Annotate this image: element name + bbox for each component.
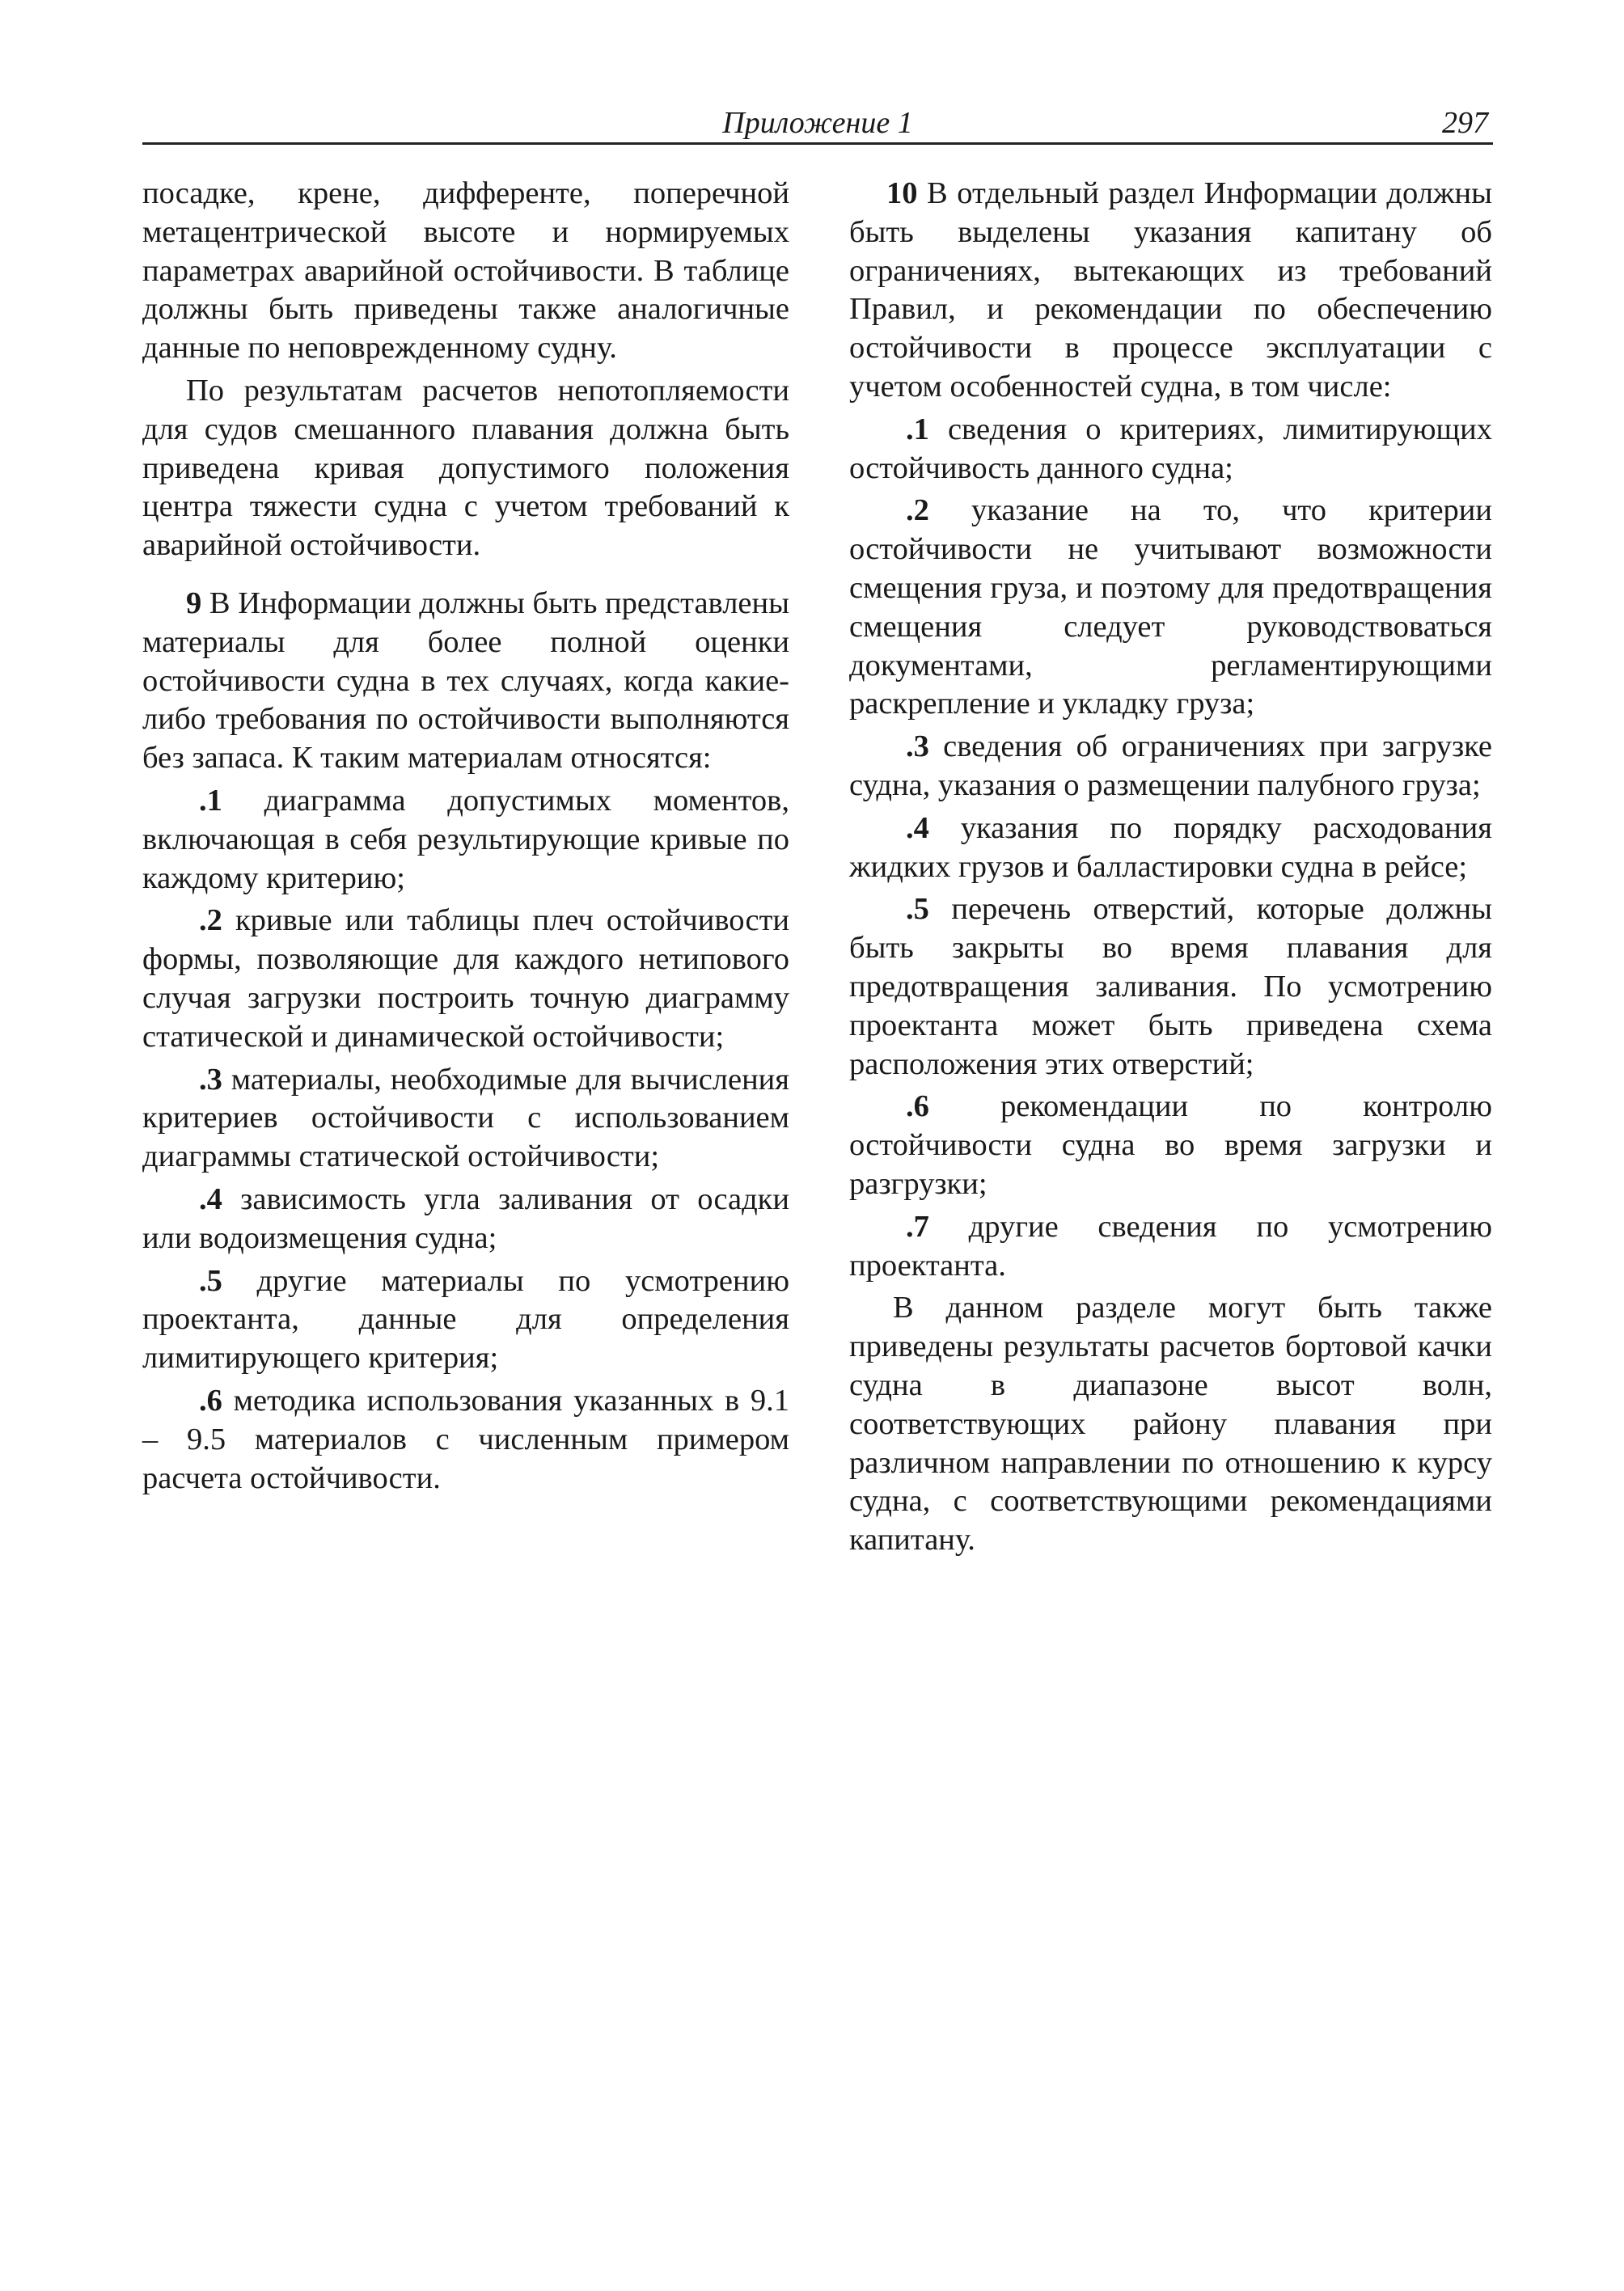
item-number: .3 — [199, 1062, 222, 1097]
section-number: 9 — [186, 585, 202, 620]
list-item — [142, 1382, 789, 1498]
section-9-intro — [142, 585, 789, 778]
item-number: .2 — [199, 903, 222, 938]
paragraph-curve: По результатам расчетов непотопляемости для судов смешанного плавания должна быть приведена кривая допустимого положения центра тяжести судна с учетом требований к аварийной остойчивости. — [142, 373, 789, 563]
list-item — [142, 1181, 789, 1258]
section-number: 10 — [886, 176, 918, 210]
section-10-intro — [849, 175, 1492, 407]
left-column — [142, 175, 789, 1502]
list-item — [849, 728, 1492, 805]
section-text: В отдельный раздел Информации должны быть выделены указания капитану об ограничениях, вытекающих из требований Правил, и рекомендации по обеспечению остойчивости в процессе эксплуатации с учетом особенностей судна, в том числе: — [849, 176, 1492, 404]
item-number: .6 — [906, 1089, 929, 1124]
item-number: .2 — [906, 493, 929, 528]
item-number: .5 — [906, 892, 929, 927]
list-item — [849, 1088, 1492, 1203]
item-number: .3 — [906, 729, 929, 764]
item-number: .1 — [906, 412, 929, 446]
list-item — [142, 782, 789, 898]
item-text: другие сведения по усмотрению проектанта. — [849, 1209, 1492, 1283]
item-number: .6 — [199, 1383, 222, 1418]
list-item — [849, 411, 1492, 488]
item-text: диаграмма допустимых моментов, включающая в себя результирующие кривые по каждому критерию; — [142, 783, 789, 895]
item-text: материалы, необходимые для вычисления критериев остойчивости с использованием диаграммы статической остойчивости; — [142, 1062, 789, 1174]
item-number: .4 — [906, 810, 929, 845]
list-item — [849, 809, 1492, 887]
section-text: В Информации должны быть представлены материалы для более полной оценки остойчивости судна в тех случаях, когда какие-либо требования по остойчивости выполняются без запаса. К таким материалам относятся: — [142, 585, 789, 776]
item-text: указание на то, что критерии остойчивости не учитывают возможности смещения груза, и поэтому для предотвращения смещения следует руководствоваться документами, регламентирующими раскрепление и укладку груза; — [849, 493, 1492, 721]
item-text: кривые или таблицы плеч остойчивости формы, позволяющие для каждого нетипового случая загрузки построить точную диаграмму статической и динамической остойчивости; — [142, 903, 789, 1054]
item-text: сведения о критериях, лимитирующих остойчивость данного судна; — [849, 412, 1492, 485]
item-text: указания по порядку расходования жидких грузов и балластировки судна в рейсе; — [849, 810, 1492, 884]
paragraph-final: В данном разделе могут быть также приведены результаты расчетов бортовой качки судна в диапазоне высот волн, соответствующих району плавания при различном направлении по отношению к курсу судна, с соответствующими рекомендациями капитану. — [849, 1291, 1492, 1558]
item-text: рекомендации по контролю остойчивости судна во время загрузки и разгрузки; — [849, 1089, 1492, 1201]
page-number: 297 — [1442, 106, 1488, 140]
list-item — [142, 1061, 789, 1177]
right-column — [849, 175, 1492, 1564]
list-item — [849, 1208, 1492, 1286]
item-number: .5 — [199, 1263, 222, 1298]
item-text: сведения об ограничениях при загрузке судна, указания о размещении палубного груза; — [849, 729, 1492, 802]
item-text: другие материалы по усмотрению проектанта, данные для определения лимитирующего критерия; — [142, 1263, 789, 1376]
running-header — [142, 104, 1493, 145]
header-title: Приложение 1 — [722, 106, 913, 140]
item-number: .1 — [199, 783, 222, 818]
list-item — [849, 890, 1492, 1084]
paragraph-continued: посадке, крене, дифференте, поперечной метацентрической высоте и нормируемых параметрах аварийной остойчивости. В таблице должны быть приведены также аналогичные данные по неповрежденному судну. — [142, 176, 789, 366]
item-text: зависимость угла заливания от осадки или водоизмещения судна; — [142, 1181, 789, 1255]
item-number: .7 — [906, 1209, 929, 1244]
list-item — [142, 902, 789, 1056]
item-text: методика использования указанных в 9.1 – 9.5 материалов с численным примером расчета остойчивости. — [142, 1383, 789, 1495]
item-text: перечень отверстий, которые должны быть закрыты во время плавания для предотвращения заливания. По усмотрению проектанта может быть приведена схема расположения этих отверстий; — [849, 892, 1492, 1081]
list-item — [142, 1262, 789, 1378]
item-number: .4 — [199, 1181, 222, 1216]
list-item — [849, 492, 1492, 724]
